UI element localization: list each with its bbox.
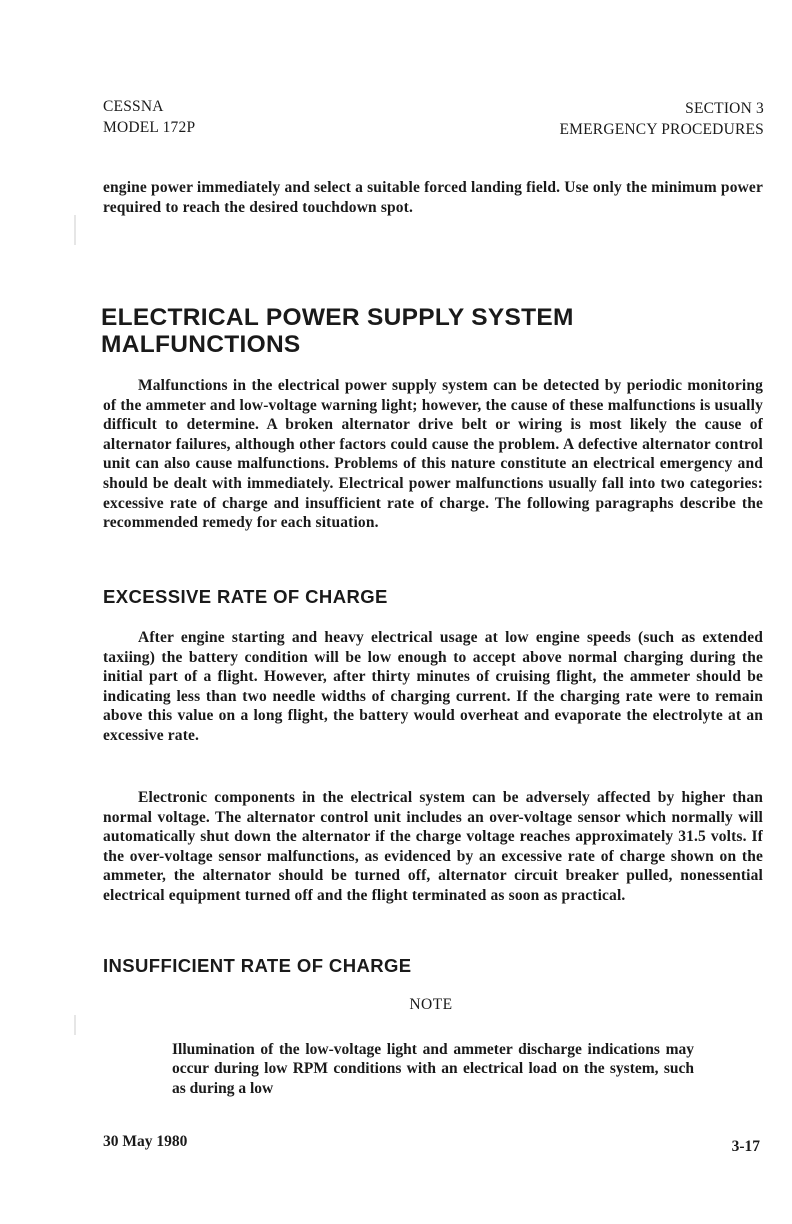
section-name-label: EMERGENCY PROCEDURES [559, 121, 764, 138]
excessive-charge-heading: EXCESSIVE RATE OF CHARGE [103, 586, 388, 607]
manufacturer-label: CESSNA [103, 98, 164, 115]
intro-paragraph: engine power immediately and select a suitable forced landing field. Use only the minimum power required to reach the desired touchdown spot. [103, 179, 763, 216]
section-number-label: SECTION 3 [685, 100, 764, 117]
section-paragraph: Malfunctions in the electrical power supply system can be detected by periodic monitoring of the ammeter and low-voltage warning light; however, the cause of these malfunctions is usually difficult to determine. A broken alternator drive belt or wiring is most likely the cause of alternator failures, although other factors could cause the problem. A defective alternator control unit can also cause malfunctions. Problems of this nature constitute an electrical emergency and should be dealt with immediately. Electrical power malfunctions usually fall into two categories: excessive rate of charge and insufficient rate of charge. The following paragraphs describe the recommended remedy for each situation. [103, 377, 763, 532]
scan-artifact [74, 1015, 76, 1035]
excessive-charge-paragraph-1: After engine starting and heavy electrical usage at low engine speeds (such as extended taxiing) the battery condition will be low enough to accept above normal charging during the initial part of a flight. However, after thirty minutes of cruising flight, the ammeter should be indicating less than two needle widths of charging current. If the charging rate were to remain above this value on a long flight, the battery would overheat and evaporate the electrolyte at an excessive rate. [103, 629, 763, 744]
footer-date: 30 May 1980 [103, 1133, 188, 1150]
note-text: Illumination of the low-voltage light and ammeter discharge indications may occur during low RPM conditions with an electrical load on the system, such as during a low [172, 1041, 694, 1097]
insufficient-charge-heading: INSUFFICIENT RATE OF CHARGE [103, 955, 412, 976]
scan-artifact [74, 215, 76, 245]
excessive-charge-paragraph-2: Electronic components in the electrical system can be adversely affected by higher than normal voltage. The alternator control unit includes an over-voltage sensor which normally will automatically shut down the alternator if the charge voltage reaches approximately 31.5 volts. If the over-voltage sensor malfunctions, as evidenced by an excessive rate of charge shown on the ammeter, the alternator should be turned off, alternator circuit breaker pulled, nonessential electrical equipment turned off and the flight terminated as soon as practical. [103, 789, 763, 904]
note-label: NOTE [409, 996, 453, 1013]
section-title: ELECTRICAL POWER SUPPLY SYSTEM MALFUNCTIONS [101, 304, 574, 358]
page-number: 3-17 [731, 1138, 760, 1155]
model-label: MODEL 172P [103, 119, 196, 136]
header-left [103, 96, 195, 138]
header-right [559, 98, 764, 140]
